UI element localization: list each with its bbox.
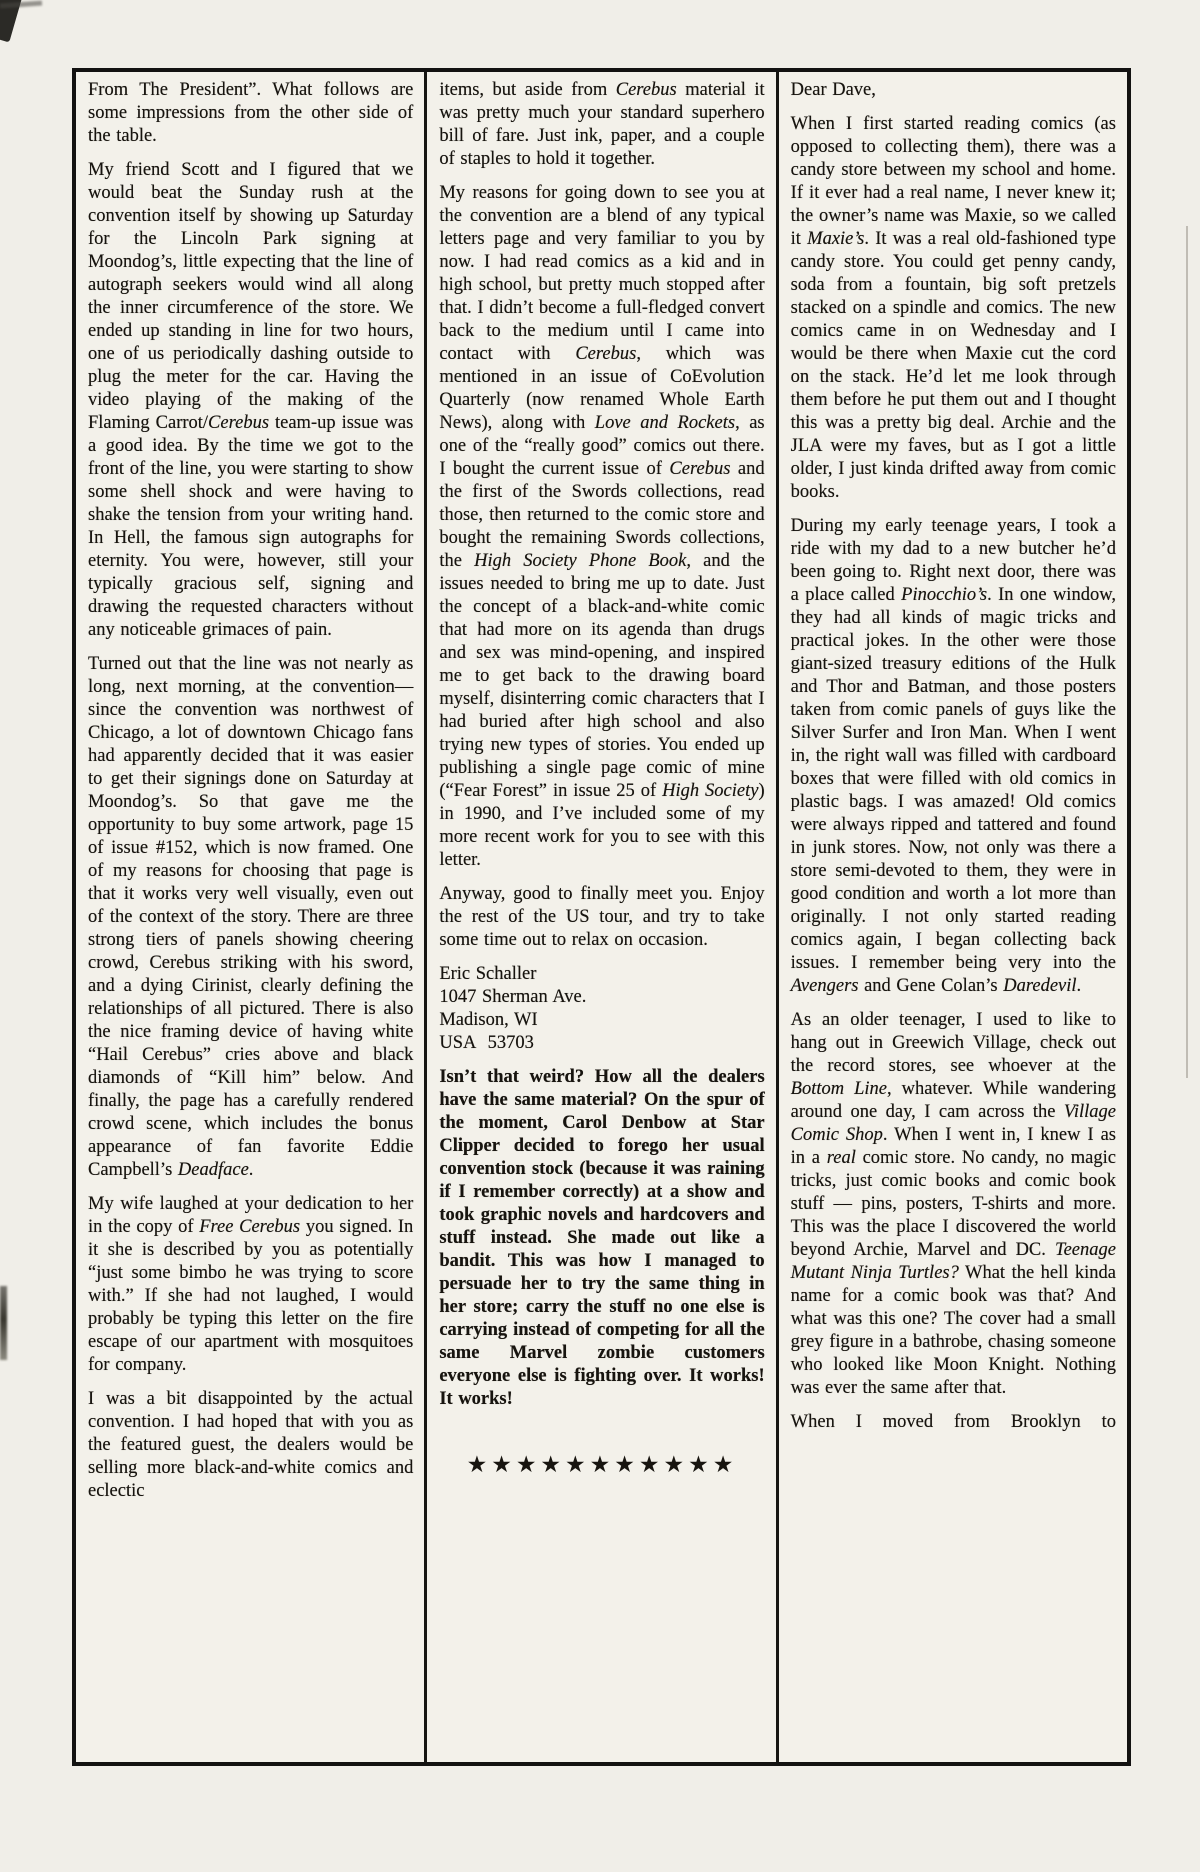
letter-paragraph: items, but aside from Cerebus material it was pretty much your standard superhero bill of fare. Just ink, paper, and a couple of staples to hold it together. (439, 80, 765, 169)
letter-paragraph: Turned out that the line was not nearly as long, next morning, at the convention—since the convention was northwest of Chicago, a lot of downtown Chicago fans had apparently decided that it was easier to get their signings done on Saturday at Moondog’s. So that gave me the opportunity to buy some artwork, page 15 of issue #152, which is now framed. One of my reasons for choosing that page is that it works very well visually, even out of the context of the story. There are three strong tiers of panels showing cheering crowd, Cerebus striking with his sword, and a dying Cirinist, clearly defining the relationships of all pictured. There is also the nice framing device of having white “Hail Cerebus” cries above and black diamonds of “Kill him” below. And finally, the page has a carefully rendered crowd scene, which includes the bonus appearance of fan favorite Eddie Campbell’s Deadface. (88, 654, 414, 1180)
letter-paragraph: From The President”. What follows are some impressions from the other side of the table. (88, 80, 414, 146)
signature-address: Eric Schaller 1047 Sherman Ave. Madison, WI USA 53703 (439, 964, 587, 1053)
scan-artifact-smudge (0, 1, 42, 9)
letter-paragraph: I was a bit disappointed by the actual convention. I had hoped that with you as the featured guest, the dealers would be selling more black-and-white comics and eclectic (88, 1389, 414, 1501)
letter-paragraph: When I moved from Brooklyn to (790, 1412, 1116, 1432)
letter-column-3 (779, 72, 1127, 1762)
letter-column-1 (76, 72, 424, 1762)
letter-column-2 (427, 72, 775, 1762)
letter-paragraph: As an older teenager, I used to like to hang out in Greewich Village, check out the record stores, see whoever at the Bottom Line, whatever. While wandering around one day, I cam across the Village Comic Shop. When I went in, I knew I as in a real comic store. No candy, no magic tricks, just comic books and comic book stuff — pins, posters, T-shirts and more. This was the place I discovered the world beyond Archie, Marvel and DC. Teenage Mutant Ninja Turtles? What the hell kinda name for a comic book was that? And what was this one? The cover had a small grey figure in a bathrobe, chasing someone who looked like Moon Knight. Nothing was ever the same after that. (790, 1010, 1116, 1398)
letter-paragraph: During my early teenage years, I took a ride with my dad to a new butcher he’d been going to. Right next door, there was a place called Pinocchio’s. In one window, they had all kinds of magic tricks and practical jokes. In the other were those giant-sized treasury editions of the Hulk and Thor and Batman, and those posters taken from comic panels of guys like the Silver Surfer and Iron Man. When I went in, the right wall was filled with cardboard boxes that were filled with old comics in plastic bags. I was amazed! Old comics were always ripped and tattered and found in junk stores. Now, not only was there a store semi-devoted to them, they were in good condition and worth a lot more than originally. I not only started reading comics again, I began collecting back issues. I remember being very into the Avengers and Gene Colan’s Daredevil. (790, 516, 1116, 996)
letter-paragraph: My friend Scott and I figured that we would beat the Sunday rush at the convention itself by showing up Saturday for the Lincoln Park signing at Moondog’s, little expecting that the line of autograph seekers would wind all along the inner circumference of the store. We ended up standing in line for two hours, one of us periodically dashing outside to plug the meter for the car. Having the video playing of the making of the Flaming Carrot/Cerebus team-up issue was a good idea. By the time we got to the front of the line, you were starting to show some shell shock and were having to shake the tension from your writing hand. In Hell, the famous sign autographs for eternity. You were, however, still your typically gracious self, signing and drawing the requested characters without any noticeable grimaces of pain. (88, 160, 414, 640)
scan-artifact-left-streak (0, 1286, 7, 1360)
letter-paragraph: Dear Dave, (790, 80, 876, 100)
letter-paragraph: My reasons for going down to see you at the convention are a blend of any typical letters page and very familiar to you by now. I had read comics as a kid and in high school, but pretty much stopped after that. I didn’t become a full-fledged convert back to the medium until I came into contact with Cerebus, which was mentioned in an issue of CoEvolution Quarterly (now renamed Whole Earth News), along with Love and Rockets, as one of the “really good” comics out there. I bought the current issue of Cerebus and the first of the Swords collections, read those, then returned to the comic store and bought the remaining Swords collections, the High Society Phone Book, and the issues needed to bring me up to date. Just the concept of a black-and-white comic that had more on its agenda than drugs and sex was mind-opening, and inspired me to get back to the drawing board myself, disinterring comic characters that I had buried after high school and also trying new types of stories. You ended up publishing a single page comic of mine (“Fear Forest” in issue 25 of High Society) in 1990, and I’ve included some of my more recent work for you to see with this letter. (439, 183, 765, 870)
letter-paragraph: Anyway, good to finally meet you. Enjoy the rest of the US tour, and try to take some time out to relax on occasion. (439, 884, 765, 950)
scan-artifact-right-line (1186, 226, 1188, 1078)
editor-reply-paragraph: Isn’t that weird? How all the dealers have the same material? On the spur of the moment, Carol Denbow at Star Clipper decided to forego her usual convention stock (because it was raining if I remember correctly) at a show and took graphic novels and hardcovers and stuff instead. She made out like a bandit. This was how I managed to persuade her to try the same thing in her store; carry the stuff no one else is carrying instead of competing for all the same Marvel zombie customers everyone else is fighting over. It works! It works! (439, 1067, 765, 1409)
letter-paragraph: My wife laughed at your dedication to her in the copy of Free Cerebus you signed. In it she is described by you as potentially “just some bimbo he was trying to score with.” If she had not laughed, I would probably be typing this letter on the fire escape of our apartment with mosquitoes for company. (88, 1194, 414, 1375)
letters-page-frame (72, 68, 1131, 1766)
star-divider: ★★★★★★★★★★★ (466, 1452, 738, 1477)
letter-paragraph: When I first started reading comics (as opposed to collecting them), there was a candy store between my school and home. If it ever had a real name, I never knew it; the owner’s name was Maxie, so we called it Maxie’s. It was a real old-fashioned type candy store. You could get penny candy, soda from a fountain, big soft pretzels stacked on a spindle and comics. The new comics came in on Wednesday and I would be there when Maxie cut the cord on the stack. He’d let me look through them before he put them out and I thought this was a pretty big deal. Archie and the JLA were my faves, but as I got a little older, I just kinda drifted away from comic books. (790, 114, 1116, 502)
scan-artifact-corner (0, 0, 26, 42)
